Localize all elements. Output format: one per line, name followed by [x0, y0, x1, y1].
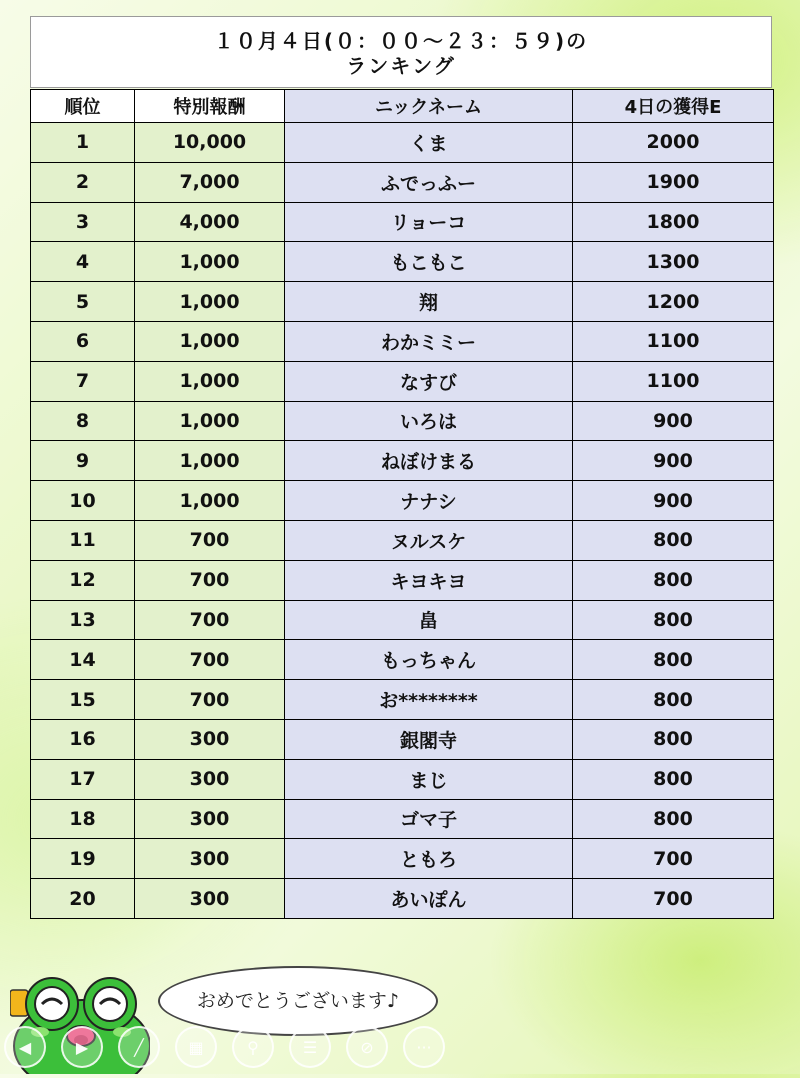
list-icon: ☰: [302, 1037, 318, 1057]
ranking-title-date: １０月４日(０：００〜２３：５９)の: [213, 29, 589, 53]
table-row: [31, 680, 774, 720]
toolbar-button-list[interactable]: [289, 1026, 331, 1068]
rank-cell: 10: [31, 481, 135, 521]
reward-cell: 300: [135, 799, 285, 839]
earned-cell: 700: [573, 879, 774, 919]
rank-cell: 16: [31, 719, 135, 759]
nickname-cell: 銀閣寺: [285, 719, 573, 759]
search-icon: ⚲: [247, 1037, 259, 1057]
rank-cell: 15: [31, 680, 135, 720]
toolbar-button-search[interactable]: [232, 1026, 274, 1068]
rank-cell: 2: [31, 162, 135, 202]
nickname-cell: キヨキヨ: [285, 560, 573, 600]
earned-cell: 900: [573, 401, 774, 441]
table-row: [31, 441, 774, 481]
earned-cell: 900: [573, 441, 774, 481]
nickname-cell: お********: [285, 680, 573, 720]
earned-cell: 800: [573, 799, 774, 839]
toolbar-button-more[interactable]: [403, 1026, 445, 1068]
earned-cell: 800: [573, 560, 774, 600]
rank-cell: 9: [31, 441, 135, 481]
rank-cell: 5: [31, 282, 135, 322]
rank-cell: 7: [31, 361, 135, 401]
earned-cell: 1100: [573, 321, 774, 361]
grid-icon: ▦: [188, 1037, 204, 1057]
earned-cell: 800: [573, 759, 774, 799]
table-row: [31, 361, 774, 401]
earned-cell: 800: [573, 640, 774, 680]
rank-cell: 17: [31, 759, 135, 799]
back-icon: ◀: [18, 1037, 32, 1057]
rank-cell: 3: [31, 202, 135, 242]
rank-cell: 4: [31, 242, 135, 282]
nickname-cell: ナナシ: [285, 481, 573, 521]
rank-cell: 8: [31, 401, 135, 441]
earned-cell: 800: [573, 600, 774, 640]
rank-cell: 14: [31, 640, 135, 680]
reward-cell: 1,000: [135, 242, 285, 282]
earned-cell: 800: [573, 520, 774, 560]
table-row: [31, 640, 774, 680]
reward-cell: 1,000: [135, 282, 285, 322]
nickname-cell: ヌルスケ: [285, 520, 573, 560]
nickname-cell: くま: [285, 123, 573, 163]
nickname-cell: ともろ: [285, 839, 573, 879]
toolbar-button-play[interactable]: [61, 1026, 103, 1068]
reward-cell: 300: [135, 879, 285, 919]
bottom-toolbar: [4, 1026, 474, 1070]
earned-cell: 1300: [573, 242, 774, 282]
rank-cell: 12: [31, 560, 135, 600]
nickname-cell: もっちゃん: [285, 640, 573, 680]
more-icon: ···: [416, 1037, 432, 1057]
pen-icon: ╱: [134, 1037, 144, 1057]
reward-cell: 700: [135, 600, 285, 640]
rank-cell: 6: [31, 321, 135, 361]
earned-cell: 1900: [573, 162, 774, 202]
table-row: [31, 162, 774, 202]
earned-cell: 700: [573, 839, 774, 879]
nickname-cell: ねぼけまる: [285, 441, 573, 481]
table-row: [31, 123, 774, 163]
toolbar-button-grid[interactable]: [175, 1026, 217, 1068]
table-row: [31, 799, 774, 839]
edit-icon: ⊘: [360, 1037, 374, 1057]
earned-cell: 800: [573, 680, 774, 720]
table-row: [31, 282, 774, 322]
ranking-title: [30, 16, 772, 88]
reward-cell: 1,000: [135, 401, 285, 441]
nickname-cell: 畠: [285, 600, 573, 640]
table-row: [31, 321, 774, 361]
reward-cell: 1,000: [135, 481, 285, 521]
ranking-title-label: ランキング: [346, 54, 456, 78]
table-row: [31, 520, 774, 560]
speech-bubble: おめでとうございます♪: [158, 966, 438, 1036]
reward-cell: 300: [135, 839, 285, 879]
reward-cell: 1,000: [135, 361, 285, 401]
nickname-cell: なすび: [285, 361, 573, 401]
earned-cell: 800: [573, 719, 774, 759]
header-reward: 特別報酬: [135, 90, 285, 123]
nickname-cell: いろは: [285, 401, 573, 441]
reward-cell: 700: [135, 560, 285, 600]
earned-cell: 1800: [573, 202, 774, 242]
toolbar-button-edit[interactable]: [346, 1026, 388, 1068]
table-row: [31, 242, 774, 282]
rank-cell: 1: [31, 123, 135, 163]
rank-cell: 18: [31, 799, 135, 839]
nickname-cell: ゴマ子: [285, 799, 573, 839]
reward-cell: 300: [135, 759, 285, 799]
reward-cell: 700: [135, 680, 285, 720]
rank-cell: 20: [31, 879, 135, 919]
earned-cell: 900: [573, 481, 774, 521]
table-row: [31, 839, 774, 879]
nickname-cell: わかミミー: [285, 321, 573, 361]
table-row: [31, 759, 774, 799]
rank-cell: 13: [31, 600, 135, 640]
reward-cell: 300: [135, 719, 285, 759]
reward-cell: 10,000: [135, 123, 285, 163]
reward-cell: 700: [135, 520, 285, 560]
earned-cell: 2000: [573, 123, 774, 163]
nickname-cell: もこもこ: [285, 242, 573, 282]
toolbar-button-back[interactable]: [4, 1026, 46, 1068]
table-row: [31, 560, 774, 600]
nickname-cell: リョーコ: [285, 202, 573, 242]
header-nickname: ニックネーム: [285, 90, 573, 123]
header-rank: 順位: [31, 90, 135, 123]
table-row: [31, 879, 774, 919]
reward-cell: 4,000: [135, 202, 285, 242]
rank-cell: 11: [31, 520, 135, 560]
ranking-table: [30, 89, 774, 919]
table-row: [31, 481, 774, 521]
nickname-cell: 翔: [285, 282, 573, 322]
reward-cell: 1,000: [135, 441, 285, 481]
earned-cell: 1200: [573, 282, 774, 322]
nickname-cell: あいぽん: [285, 879, 573, 919]
reward-cell: 700: [135, 640, 285, 680]
rank-cell: 19: [31, 839, 135, 879]
table-row: [31, 202, 774, 242]
reward-cell: 7,000: [135, 162, 285, 202]
toolbar-button-pen[interactable]: [118, 1026, 160, 1068]
table-row: [31, 600, 774, 640]
earned-cell: 1100: [573, 361, 774, 401]
nickname-cell: ふでっふー: [285, 162, 573, 202]
table-row: [31, 719, 774, 759]
table-row: [31, 401, 774, 441]
nickname-cell: まじ: [285, 759, 573, 799]
play-icon: ▶: [75, 1037, 89, 1057]
table-header-row: [31, 90, 774, 123]
reward-cell: 1,000: [135, 321, 285, 361]
header-earned: 4日の獲得E: [573, 90, 774, 123]
